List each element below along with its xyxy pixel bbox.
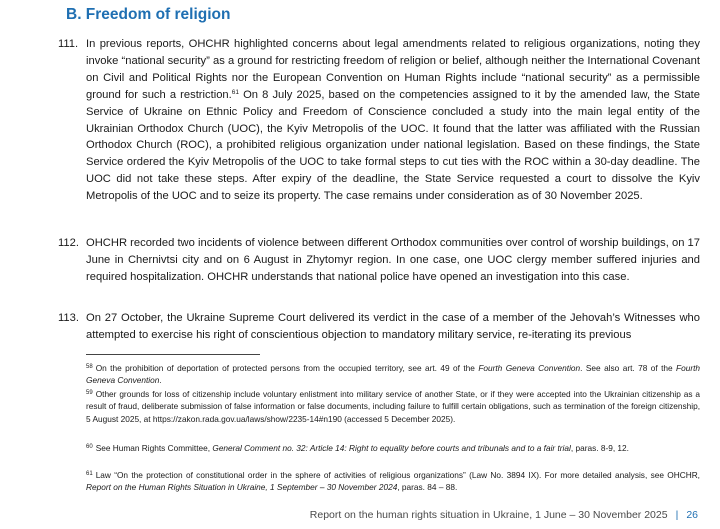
footnote-mark: 61 — [86, 471, 93, 477]
footnote-italic-part: General Comment no. 32: Article 14: Right to equality before courts and tribunals and to a fair trial — [212, 443, 571, 453]
footer-separator: | — [675, 509, 679, 521]
footnote-58 — [86, 361, 700, 387]
section-heading: B. Freedom of religion — [66, 6, 231, 23]
footnote-text-part: Law “On the protection of constitutional order in the sphere of activities of religious organizations” (Law No. 3894 IX). For more detailed analysis, see OHCHR, — [95, 470, 700, 480]
paragraph-113 — [58, 310, 700, 344]
page-number: 26 — [686, 509, 698, 521]
footnote-reference[interactable]: 61 — [231, 88, 239, 96]
footnote-italic-part: Fourth Geneva Convention — [478, 363, 581, 373]
paragraph-text-part: On 8 July 2025, based on the competencies assigned to it by the amended law, the State Service of Ukraine on Ethnic Policy and Freedom of Conscience concluded a study into the main legal entity of the Ukrainian Orthodox Church (UOC), the Kyiv Metropolis of the UOC. It found that the latter was affiliated with the Russian Orthodox Church (ROC), a prohibited religious organization under national legislation. Based on these findings, the State Service ordered the Kyiv Metropolis of the UOC to take formal steps to cut ties with the ROC within a 30-day deadline. The UOC did not take these steps. After expiry of the deadline, the State Service requested a court to dissolve the Kyiv Metropolis of the UOC and to seize its property. The case remains under consideration as of 30 November 2025. — [86, 88, 700, 203]
paragraph-112 — [58, 235, 700, 286]
footnote-61 — [86, 468, 700, 494]
paragraph-text — [86, 36, 700, 205]
footnote-separator — [86, 354, 260, 355]
paragraph-111 — [58, 36, 700, 205]
footnote-text-part: , paras. 84 – 88. — [397, 482, 458, 493]
footnote-mark: 60 — [86, 444, 93, 450]
paragraph-number: 112. — [58, 237, 79, 249]
footnote-text: Other grounds for loss of citizenship include voluntary enlistment into military service of another State, or if they were accepted into the Ukrainian citizenship as a result of fraud, deliberate submission of false information or false documents, including failure to fulfill certain obligations, such as termination of the foreign citizenship, 5 August 2025, at https://zakon.rada.gov.ua/laws/show/2235-14#n190 (accessed 5 December 2025). — [86, 389, 700, 424]
footnote-59 — [86, 387, 700, 425]
footnote-mark: 59 — [86, 390, 93, 396]
footnote-text-part: On the prohibition of deportation of protected persons from the occupied territory, see art. 49 of the — [95, 363, 479, 373]
footnote-60 — [86, 441, 700, 454]
footnote-mark: 58 — [86, 364, 93, 370]
footnote-text-part: , paras. 8-9, 12. — [570, 443, 629, 453]
footnote-text-part: See Human Rights Committee, — [95, 443, 213, 453]
footnote-text-part: . — [159, 375, 162, 386]
paragraph-text: On 27 October, the Ukraine Supreme Court delivered its verdict in the case of a member of the Jehovah’s Witnesses who attempted to exercise his right of conscientious objection to mandatory military service, re-iterating its previous — [86, 312, 700, 341]
paragraph-number: 113. — [58, 312, 79, 324]
footnote-text-part: . See also art. 78 of the — [580, 363, 677, 373]
paragraph-text-part: In previous reports, OHCHR highlighted concerns about legal amendments related to religious organizations, noting they invoke “national security” as a ground for restricting freedom of religion or belief, although neither the International Covenant on Civil and Political Rights nor the European Convention on Human Rights include “national security” as a permissible ground for such a restriction. — [86, 38, 700, 101]
paragraph-text: OHCHR recorded two incidents of violence between different Orthodox communities over control of worship buildings, on 17 June in Chernivtsi city and on 6 August in Zhytomyr region. In one case, one UOC clergy member suffered injuries and required hospitalization. OHCHR understands that national police have opened an investigation into this case. — [86, 237, 700, 283]
paragraph-number: 111. — [58, 38, 79, 50]
footer-title: Report on the human rights situation in Ukraine, 1 June – 30 November 2025 — [309, 509, 668, 521]
page-footer — [310, 509, 698, 521]
footnote-italic-part: Report on the Human Rights Situation in Ukraine, 1 September – 30 November 2024 — [86, 482, 398, 493]
footnote-italic-part: Fourth Geneva Convention — [86, 363, 701, 386]
